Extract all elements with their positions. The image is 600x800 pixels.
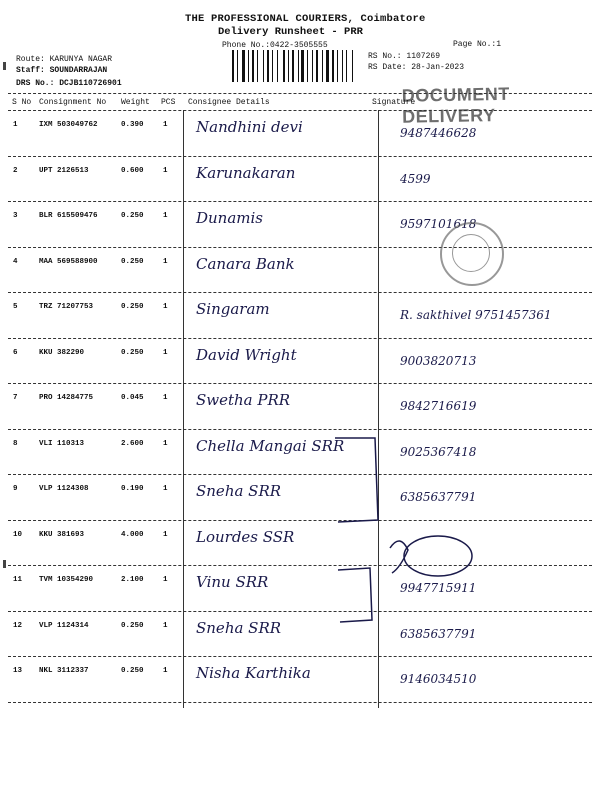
consignee-col-line: [183, 110, 184, 708]
row-consignee: Chella Mangai SRR: [196, 436, 345, 455]
row-sno: 2: [13, 166, 18, 175]
barcode-bar: [283, 50, 285, 82]
barcode-bar: [274, 50, 276, 82]
row-pcs: 1: [163, 166, 168, 175]
barcode-bar: [301, 50, 304, 82]
col-signature: Signature: [372, 98, 416, 107]
row-consignee: David Wright: [196, 345, 297, 364]
barcode-bar: [322, 50, 323, 82]
barcode-bar: [248, 50, 249, 82]
row-consignee: Canara Bank: [196, 254, 295, 273]
row-signature: 9025367418: [400, 444, 477, 459]
row-separator: [8, 565, 592, 566]
row-pcs: 1: [163, 530, 168, 539]
row-separator: [8, 429, 592, 430]
row-weight: 4.000: [121, 530, 144, 539]
barcode-bar: [319, 50, 321, 82]
row-weight: 2.100: [121, 576, 144, 584]
row-separator: [8, 520, 592, 521]
barcode-bar: [259, 50, 262, 82]
row-consignee: Nisha Karthika: [196, 664, 311, 682]
page-number: Page No.:1: [453, 40, 502, 49]
barcode-bar: [307, 50, 308, 82]
row-consignee: Karunakaran: [196, 163, 296, 182]
barcode-bar: [250, 50, 251, 82]
barcode-bar: [342, 50, 343, 82]
row-consignment-no: KKU 382290: [39, 348, 85, 357]
row-separator: [8, 247, 592, 248]
row-sno: 9: [13, 485, 18, 493]
row-separator: [8, 292, 592, 293]
row-consignment-no: VLI 110313: [39, 439, 85, 448]
barcode-bar: [326, 50, 329, 82]
barcode-bar: [257, 50, 258, 82]
row-separator: [8, 656, 592, 657]
row-separator: [8, 474, 592, 475]
barcode-bar: [344, 50, 345, 82]
phone-number: Phone No.:0422-3505555: [222, 41, 328, 50]
row-sno: 10: [13, 530, 23, 539]
row-consignee: Swetha PRR: [196, 391, 291, 409]
row-signature: 9487446628: [400, 126, 477, 140]
barcode-bar: [337, 50, 338, 82]
row-pcs: 1: [163, 439, 168, 448]
row-consignment-no: VLP 1124314: [39, 621, 89, 630]
row-weight: 0.390: [121, 121, 144, 129]
row-consignment-no: KKU 381693: [39, 530, 85, 539]
row-signature: 4599: [400, 171, 431, 186]
barcode-bar: [324, 50, 325, 82]
row-consignment-no: PRO 14284775: [39, 394, 94, 402]
route-label: Route: KARUNYA NAGAR: [16, 55, 113, 64]
row-sno: 1: [13, 121, 18, 129]
row-consignment-no: MAA 569588900: [39, 257, 98, 266]
barcode-bar: [346, 50, 348, 82]
row-weight: 0.190: [121, 485, 144, 493]
row-pcs: 1: [163, 394, 168, 402]
barcode-bar: [239, 50, 241, 82]
row-weight: 0.250: [121, 212, 144, 220]
row-separator: [8, 156, 592, 157]
row-signature: 9003820713: [400, 353, 477, 368]
barcode-bar: [232, 50, 234, 82]
row-sno: 5: [13, 303, 18, 311]
row-consignee: Nandhini devi: [196, 118, 303, 136]
barcode-bar: [332, 50, 334, 82]
row-sno: 11: [13, 576, 23, 584]
staff-label: Staff: SOUNDARRAJAN: [16, 66, 108, 75]
col-consignee: Consignee Details: [188, 98, 270, 107]
row-weight: 0.250: [121, 348, 144, 357]
barcode-bar: [309, 50, 311, 82]
row-signature: 9842716619: [400, 399, 477, 413]
barcode-bar: [288, 50, 289, 82]
row-weight: 0.250: [121, 303, 144, 311]
row-consignee: Singaram: [196, 300, 270, 318]
row-sno: 3: [13, 212, 18, 220]
barcode-bar: [252, 50, 254, 82]
barcode-bar: [265, 50, 266, 82]
barcode: [232, 50, 356, 82]
row-pcs: 1: [163, 348, 168, 357]
row-pcs: 1: [163, 621, 168, 630]
barcode-bar: [277, 50, 278, 82]
margin-mark: [3, 62, 6, 70]
col-sno: S No: [12, 98, 32, 107]
barcode-bar: [235, 50, 236, 82]
row-consignment-no: BLR 615509476: [39, 212, 98, 220]
row-pcs: 1: [163, 576, 168, 584]
margin-mark: [3, 560, 6, 568]
barcode-bar: [352, 50, 353, 82]
barcode-bar: [279, 50, 282, 82]
col-consignment: Consignment No: [39, 98, 107, 107]
row-signature: 9146034510: [400, 672, 477, 686]
barcode-bar: [339, 50, 341, 82]
row-consignment-no: TRZ 71207753: [39, 303, 94, 311]
row-weight: 0.250: [121, 621, 144, 630]
row-signature: 6385637791: [400, 490, 477, 504]
row-signature: 6385637791: [400, 626, 477, 641]
handwritten-circle: [380, 528, 480, 588]
barcode-bar: [335, 50, 336, 82]
row-signature: 9597101618: [400, 217, 477, 231]
barcode-bar: [300, 50, 301, 82]
row-weight: 0.600: [121, 166, 144, 175]
barcode-bar: [267, 50, 269, 82]
row-weight: 0.250: [121, 257, 144, 266]
col-pcs: PCS: [161, 98, 176, 107]
row-separator: [8, 702, 592, 703]
barcode-bar: [255, 50, 257, 82]
row-weight: 2.600: [121, 439, 144, 448]
row-consignment-no: IXM 503049762: [39, 121, 98, 129]
header-bottom-rule: [8, 110, 592, 111]
row-consignee: Dunamis: [196, 209, 264, 227]
row-consignment-no: UPT 2126513: [39, 166, 89, 175]
barcode-bar: [237, 50, 238, 82]
header-top-rule: [8, 93, 592, 94]
row-weight: 0.045: [121, 394, 144, 402]
row-pcs: 1: [163, 121, 168, 129]
barcode-bar: [246, 50, 247, 82]
row-consignee: Sneha SRR: [196, 482, 282, 500]
row-sno: 7: [13, 394, 18, 402]
row-sno: 8: [13, 439, 18, 448]
row-separator: [8, 338, 592, 339]
barcode-bar: [316, 50, 318, 82]
rs-number: RS No.: 1107269: [368, 52, 441, 61]
row-signature: 9947715911: [400, 581, 477, 595]
row-pcs: 1: [163, 303, 168, 311]
row-consignee: Lourdes SSR: [196, 527, 295, 546]
barcode-bar: [295, 50, 297, 82]
row-separator: [8, 383, 592, 384]
rs-date: RS Date: 28-Jan-2023: [368, 63, 465, 72]
row-sno: 6: [13, 348, 18, 357]
row-consignment-no: VLP 1124308: [39, 485, 89, 493]
row-signature: R. sakthivel 9751457361: [400, 308, 552, 322]
barcode-bar: [305, 50, 306, 82]
row-pcs: 1: [163, 485, 168, 493]
row-pcs: 1: [163, 667, 168, 675]
barcode-bar: [286, 50, 287, 82]
drs-number: DRS No.: DCJB110726901: [16, 79, 122, 88]
sheet-title: THE PROFESSIONAL COURIERS, Coimbatore: [185, 13, 426, 25]
barcode-bar: [290, 50, 291, 82]
barcode-bar: [330, 50, 331, 82]
row-consignee: Vinu SRR: [196, 573, 269, 591]
document-delivery-stamp: DOCUMENT DELIVERY: [401, 83, 510, 127]
row-consignment-no: NKL 3112337: [39, 667, 89, 675]
bank-seal: [440, 222, 504, 286]
barcode-bar: [312, 50, 313, 82]
row-pcs: 1: [163, 212, 168, 220]
barcode-bar: [242, 50, 245, 82]
barcode-bar: [354, 50, 355, 82]
barcode-bar: [272, 50, 273, 82]
barcode-bar: [263, 50, 264, 82]
row-pcs: 1: [163, 257, 168, 266]
row-sno: 13: [13, 667, 23, 675]
row-separator: [8, 611, 592, 612]
row-sno: 4: [13, 257, 18, 266]
row-sno: 12: [13, 621, 23, 630]
barcode-bar: [314, 50, 315, 82]
barcode-bar: [292, 50, 294, 82]
row-separator: [8, 201, 592, 202]
row-consignment-no: TVM 10354290: [39, 576, 94, 584]
barcode-bar: [270, 50, 271, 82]
barcode-bar: [298, 50, 299, 82]
col-weight: Weight: [121, 98, 150, 107]
row-weight: 0.250: [121, 667, 144, 675]
sheet-subtitle: Delivery Runsheet - PRR: [218, 26, 363, 38]
barcode-bar: [348, 50, 351, 82]
row-consignee: Sneha SRR: [196, 618, 282, 637]
